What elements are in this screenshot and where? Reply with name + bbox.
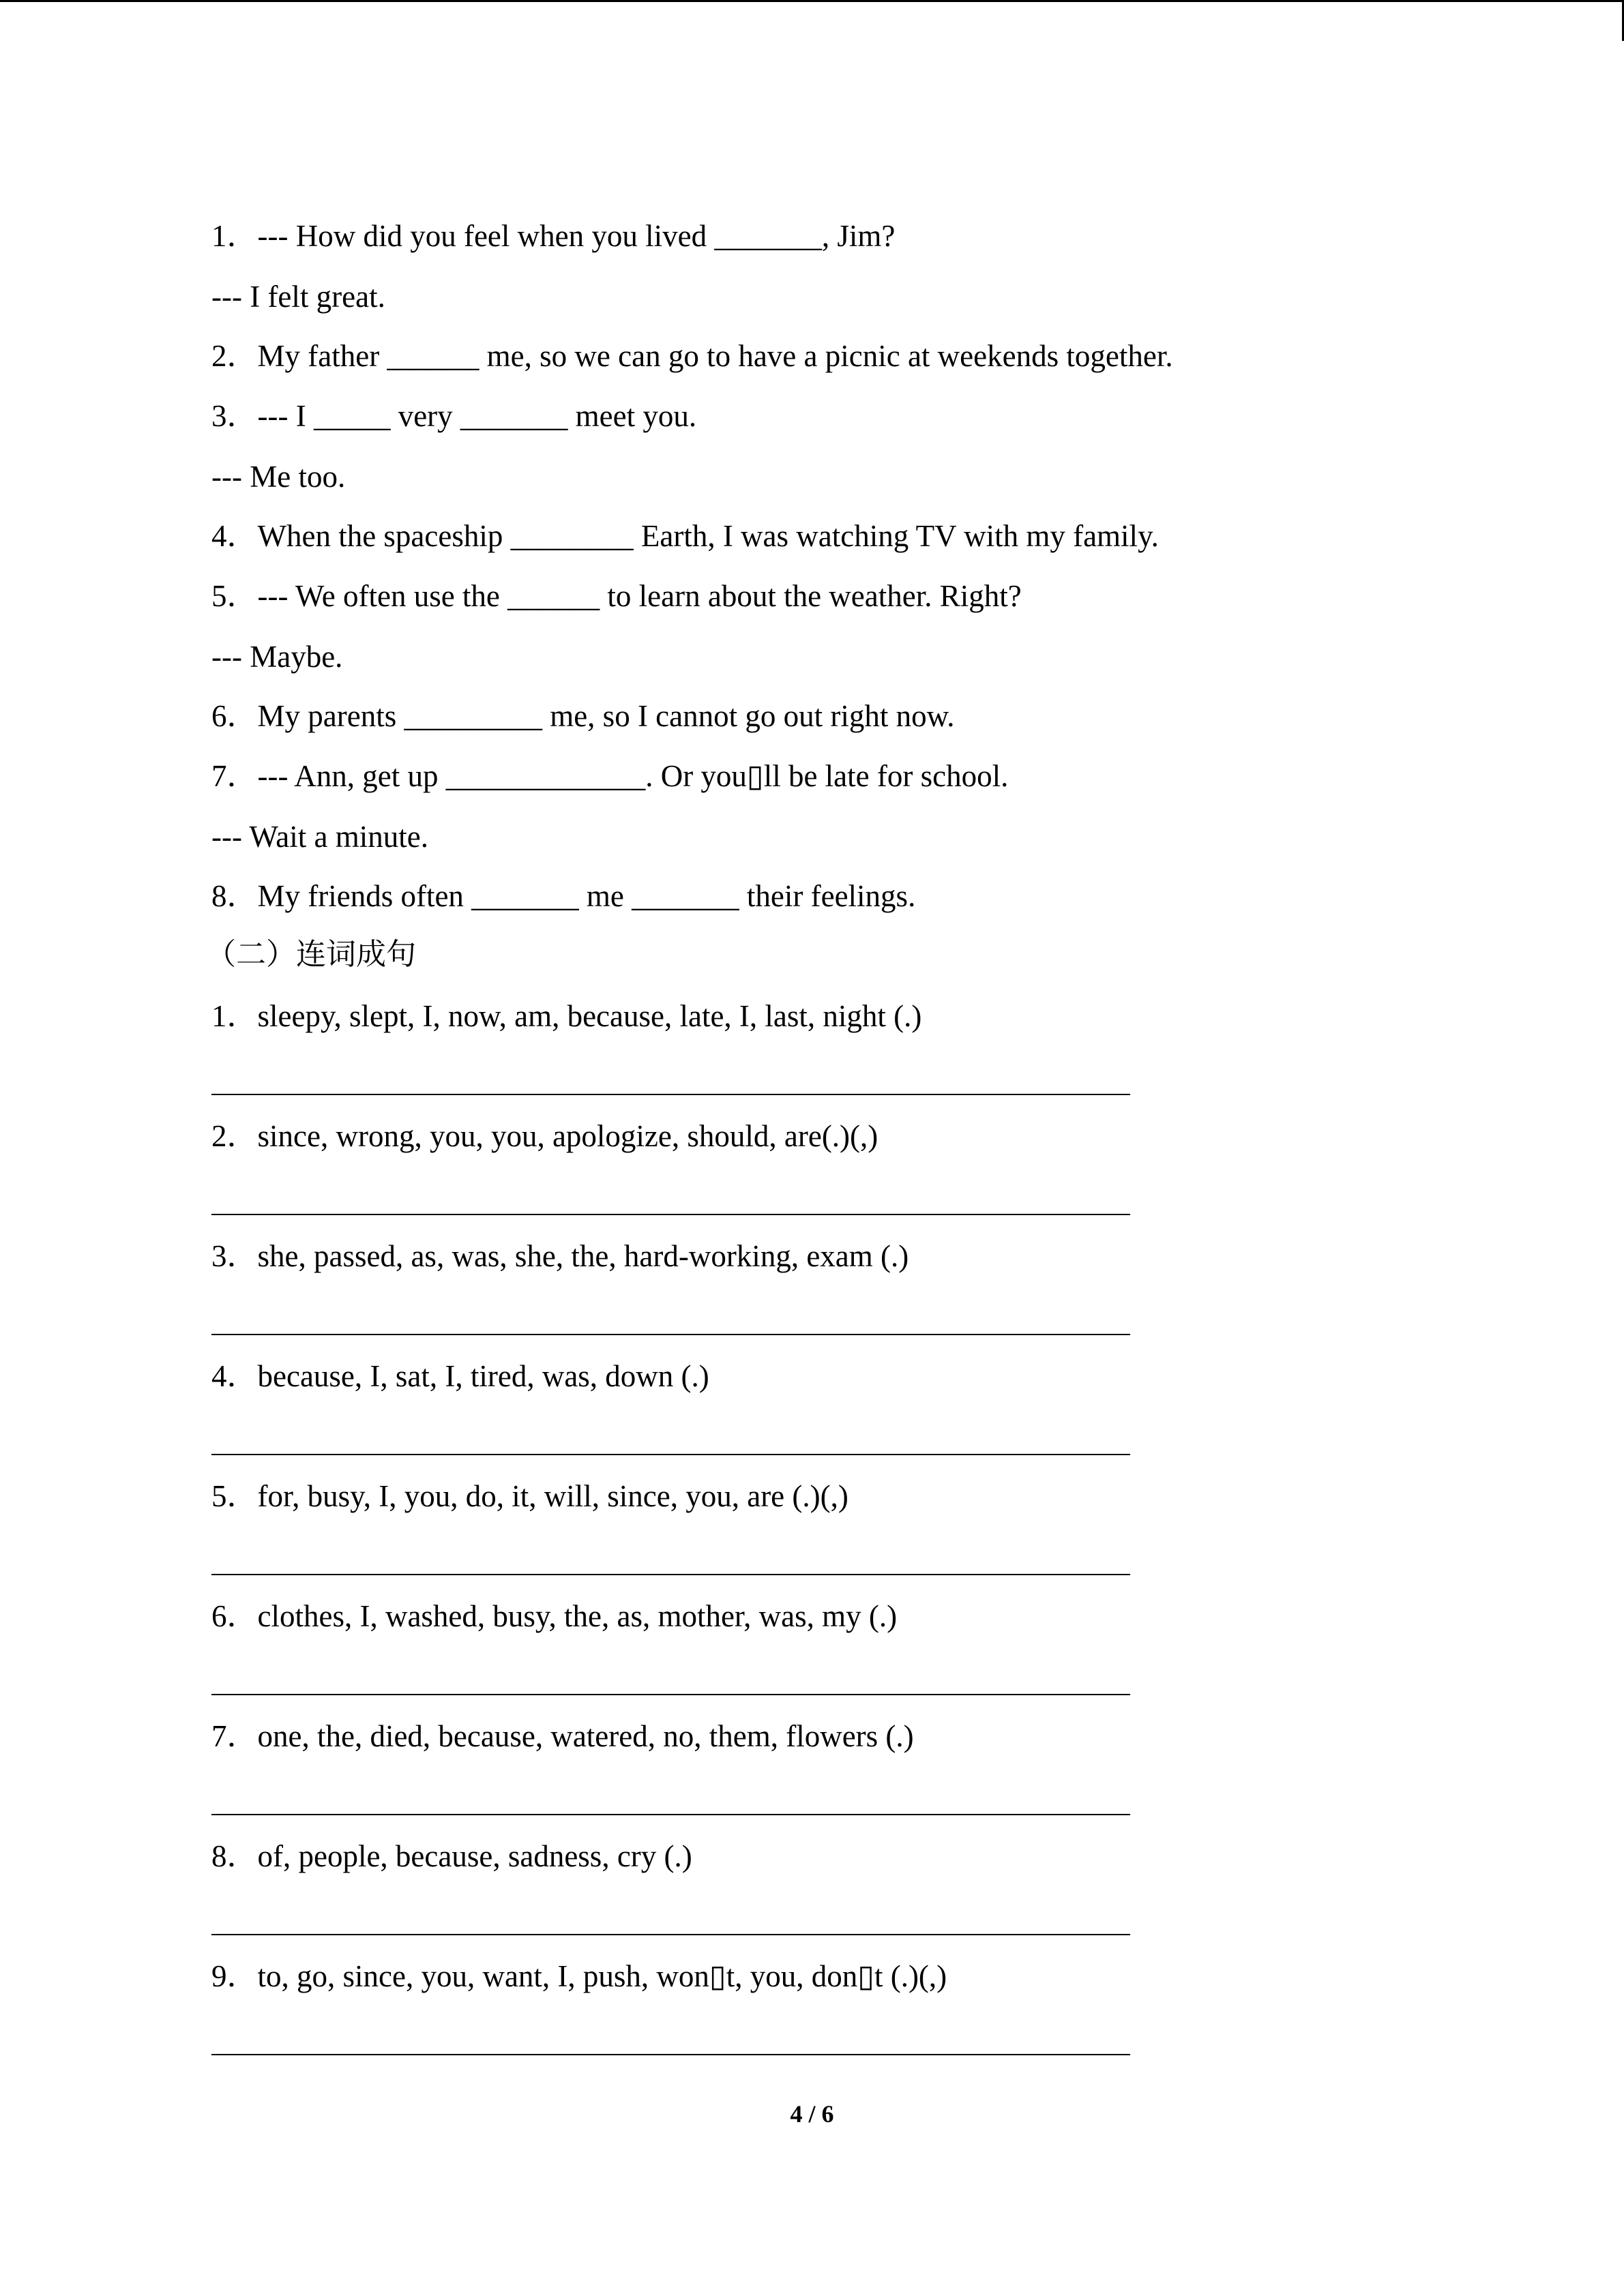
answer-line-1[interactable] xyxy=(211,1094,1130,1095)
answer-line-9[interactable] xyxy=(211,2054,1130,2055)
sentence-prompt-8: 8．of, people, because, sadness, cry (.) xyxy=(211,1839,692,1873)
answer-7: --- Wait a minute. xyxy=(211,820,428,854)
question-6: 6．My parents _________ me, so I cannot go out right now. xyxy=(211,699,955,733)
question-4: 4．When the spaceship ________ Earth, I was watching TV with my family. xyxy=(211,519,1159,553)
sentence-prompt-5: 5．for, busy, I, you, do, it, will, since, you, are (.)(,) xyxy=(211,1479,848,1513)
sentence-prompt-1: 1．sleepy, slept, I, now, am, because, late, I, last, night (.) xyxy=(211,999,922,1033)
sentence-prompt-6: 6．clothes, I, washed, busy, the, as, mother, was, my (.) xyxy=(211,1599,898,1633)
question-1: 1．--- How did you feel when you lived _______, Jim? xyxy=(211,219,896,253)
sentence-prompt-9: 9．to, go, since, you, want, I, push, won▯t, you, don▯t (.)(,) xyxy=(211,1959,947,1993)
top-border xyxy=(0,0,1624,2)
page-number: 4 / 6 xyxy=(790,2100,834,2128)
question-8: 8．My friends often _______ me _______ their feelings. xyxy=(211,879,916,913)
section-2-title: （二）连词成句 xyxy=(206,937,416,972)
answer-line-6[interactable] xyxy=(211,1694,1130,1695)
sentence-prompt-7: 7．one, the, died, because, watered, no, them, flowers (.) xyxy=(211,1719,914,1753)
answer-line-7[interactable] xyxy=(211,1814,1130,1815)
answer-line-3[interactable] xyxy=(211,1334,1130,1335)
question-2: 2．My father ______ me, so we can go to have a picnic at weekends together. xyxy=(211,339,1173,373)
answer-5: --- Maybe. xyxy=(211,640,343,674)
answer-line-8[interactable] xyxy=(211,1934,1130,1935)
sentence-prompt-4: 4．because, I, sat, I, tired, was, down (.) xyxy=(211,1359,709,1393)
sentence-prompt-2: 2．since, wrong, you, you, apologize, should, are(.)(,) xyxy=(211,1119,879,1153)
answer-line-5[interactable] xyxy=(211,1574,1130,1575)
sentence-prompt-3: 3．she, passed, as, was, she, the, hard-working, exam (.) xyxy=(211,1239,909,1273)
question-3: 3．--- I _____ very _______ meet you. xyxy=(211,399,697,433)
question-5: 5．--- We often use the ______ to learn about the weather. Right? xyxy=(211,579,1022,613)
question-7: 7．--- Ann, get up _____________. Or you▯ll be late for school. xyxy=(211,759,1009,793)
answer-line-4[interactable] xyxy=(211,1454,1130,1455)
answer-line-2[interactable] xyxy=(211,1214,1130,1215)
answer-1: --- I felt great. xyxy=(211,280,385,314)
answer-3: --- Me too. xyxy=(211,460,346,494)
